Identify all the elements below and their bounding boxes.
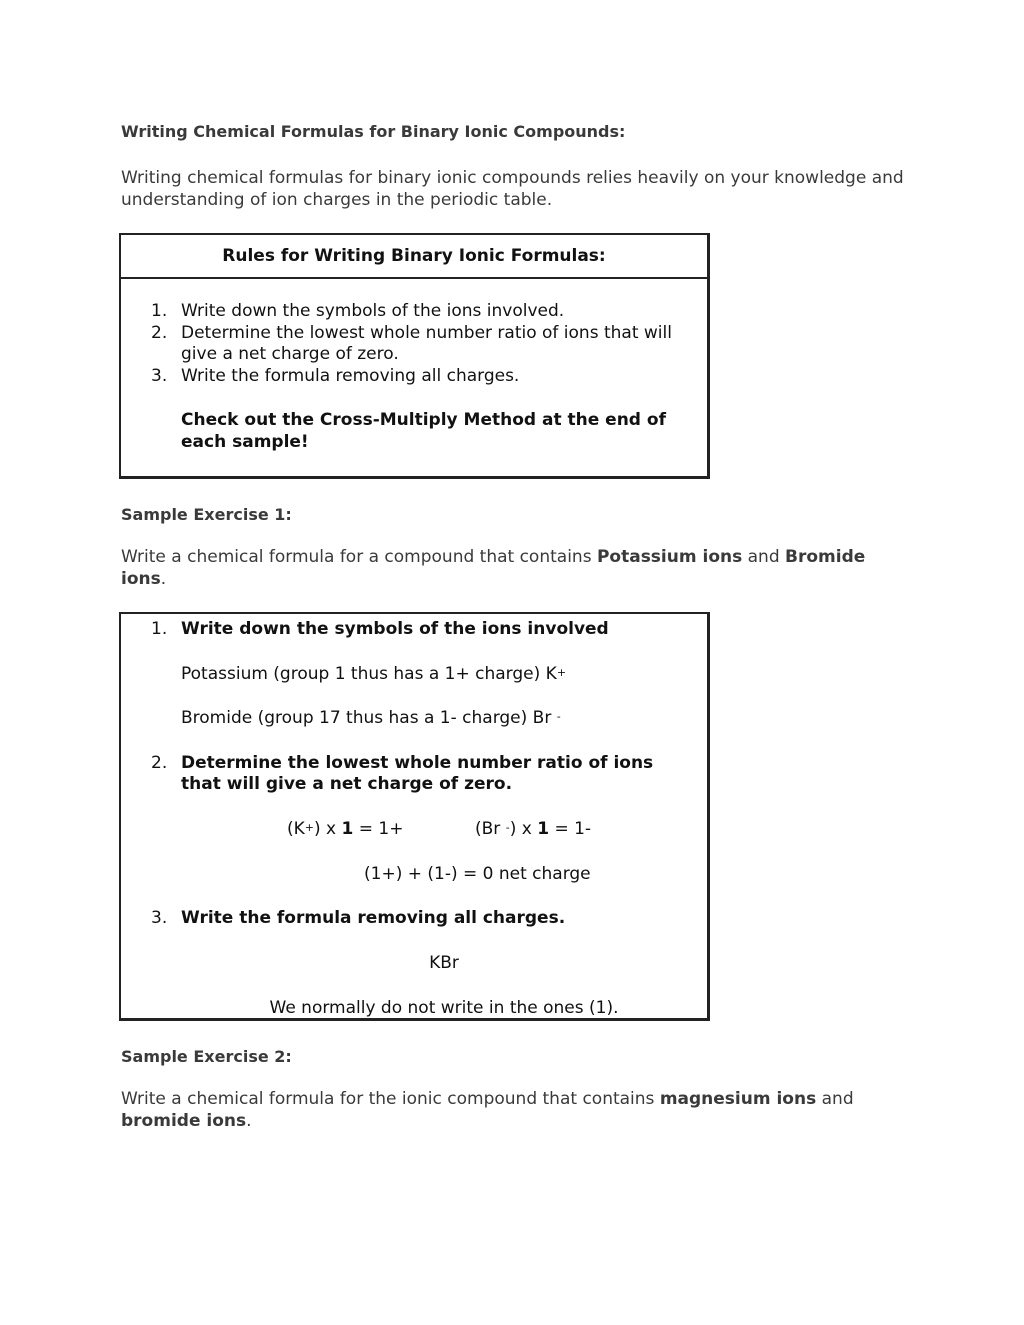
charge-superscript: + [556,665,567,679]
step-1-title [121,619,707,641]
step-title: Write down the symbols of the ions involved [181,619,609,639]
list-number: 1. [151,619,168,639]
ion-name: magnesium ions [659,1089,817,1109]
list-number: 3. [151,908,168,928]
rules-title: Rules for Writing Binary Ionic Formulas: [121,235,707,279]
multiplier: 1 [537,819,550,839]
potassium-line [121,664,707,686]
ion-description: Bromide (group 17 thus has a 1- charge) Br [181,708,557,728]
step-2-title [121,753,707,796]
ion-name: Bromide ions [121,547,866,589]
calc-text: = 1+ [353,819,404,839]
exercise1-prompt [121,547,911,590]
charge-superscript: - [505,821,510,834]
calc-text: (K [287,819,305,839]
charge-superscript: - [556,710,561,723]
ion-description: Potassium (group 1 thus has a 1+ charge) K [181,663,557,684]
intro-paragraph: Writing chemical formulas for binary ionic compounds relies heavily on your knowledge and understanding of ion charges in the periodic table. [121,168,904,210]
formula-result: KBr [429,953,459,973]
prompt-text: and [816,1089,854,1109]
list-number: 2. [151,322,168,343]
calc-text: = 1- [549,819,592,839]
rules-item-1 [121,301,707,323]
net-charge: (1+) + (1-) = 0 net charge [364,864,591,884]
rules-item-text: Determine the lowest whole number ratio of ions that will give a net charge of zero. [181,322,672,364]
exercise2-prompt [121,1089,911,1132]
exercise2-label: Sample Exercise 2: [121,1047,292,1066]
step-3 [121,908,707,930]
calc-potassium [287,819,403,841]
bromide-line [121,708,707,730]
list-number: 1. [151,301,168,321]
exercise1-steps-box [119,612,710,1021]
rules-item-3 [121,366,707,388]
calc-text: ) x [509,819,538,839]
multiplier: 1 [341,819,354,839]
rules-item-2 [121,323,707,366]
steps-list [121,619,707,796]
exercise1-label: Sample Exercise 1: [121,505,292,524]
ion-name: Potassium ions [596,547,743,567]
prompt-text: Write a chemical formula for a compound that contains [121,547,597,567]
page-heading: Writing Chemical Formulas for Binary Ionic Compounds: [121,122,626,141]
footnote: We normally do not write in the ones (1). [269,998,619,1018]
rules-item-text: Write down the symbols of the ions involved. [181,301,565,321]
calc-text: ) x [314,819,342,839]
prompt-text: and [742,547,786,567]
step-title: Determine the lowest whole number ratio of ions that will give a net charge of zero. [181,752,654,794]
step-3-title [121,908,707,930]
rules-box [119,233,710,479]
calc-text: (Br [475,819,506,839]
prompt-text: . [160,568,167,589]
charge-superscript: + [304,821,314,834]
rules-note: Check out the Cross-Multiply Method at the end of each sample! [181,410,666,452]
step-title: Write the formula removing all charges. [181,908,566,928]
list-number: 3. [151,365,168,386]
rules-list [121,301,707,453]
rules-item-text: Write the formula removing all charges. [181,365,520,386]
prompt-text: . [246,1110,252,1131]
ion-name: bromide ions [121,1110,247,1131]
list-number: 2. [151,752,168,773]
calc-bromide [475,819,591,841]
prompt-text: Write a chemical formula for the ionic compound that contains [121,1089,660,1109]
